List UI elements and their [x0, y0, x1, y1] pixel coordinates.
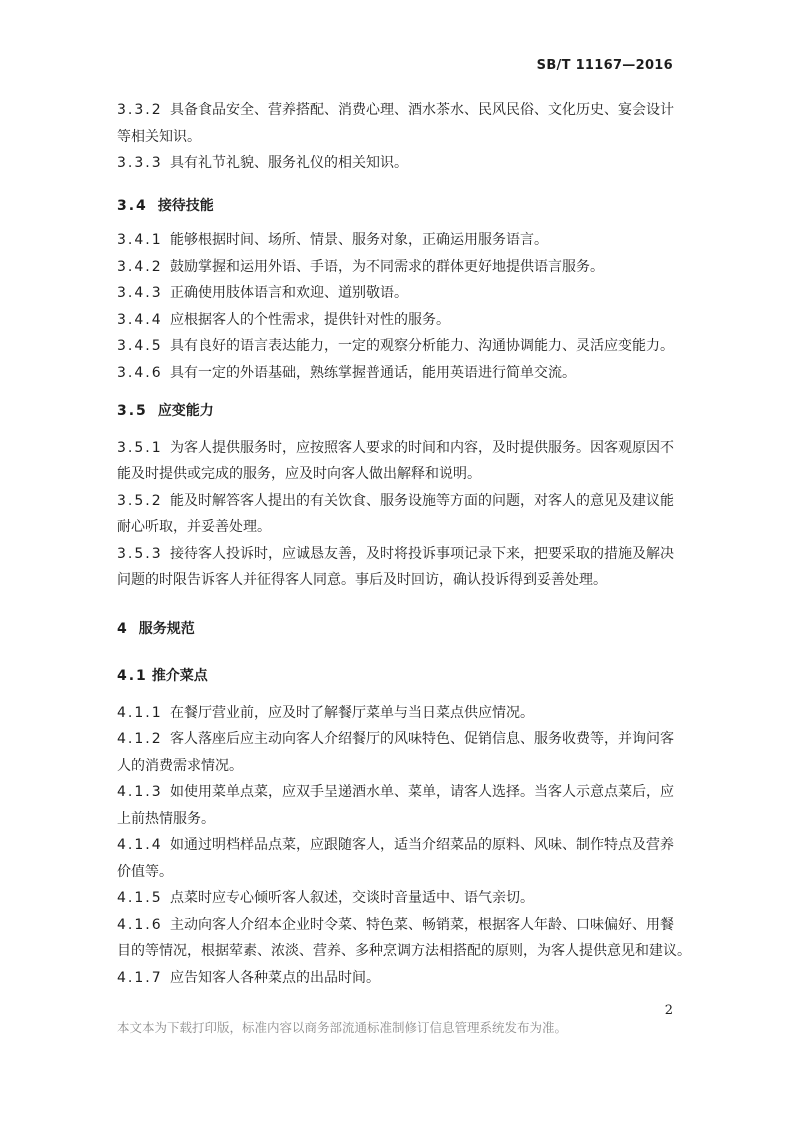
heading-number: 3.5 — [117, 402, 148, 419]
clause-3-4-6 — [117, 360, 687, 387]
clause-number: 3.4.2 — [117, 258, 163, 275]
clause-text: 接待客人投诉时，应诚恳友善，及时将投诉事项记录下来，把要采取的措施及解决 — [170, 545, 674, 562]
clause-text: 目的等情况，根据荤素、浓淡、营养、多种烹调方法相搭配的原则，为客人提供意见和建议。 — [117, 943, 691, 959]
heading-number: 3.4 — [117, 198, 148, 214]
clause-number: 4.1.4 — [117, 837, 163, 853]
clause-text: 能及时解答客人提出的有关饮食、服务设施等方面的问题，对客人的意见及建议能 — [170, 492, 674, 509]
heading-title: 服务规范 — [138, 620, 195, 637]
clause-text: 主动向客人介绍本企业时令菜、特色菜、畅销菜，根据客人年龄、口味偏好、用餐 — [170, 916, 674, 933]
clause-text: 客人落座后应主动向客人介绍餐厅的风味特色、促销信息、服务收费等，并询问客 — [170, 731, 674, 747]
heading-title: 接待技能 — [157, 198, 214, 214]
clause-4-1-5 — [117, 885, 687, 912]
clause-number: 3.3.2 — [117, 102, 163, 118]
section-heading-3-4 — [117, 193, 687, 220]
clause-3-5-2 — [117, 488, 687, 541]
clause-3-3-3 — [117, 150, 687, 177]
clause-number: 3.4.1 — [117, 232, 163, 248]
clause-3-4-3 — [117, 280, 687, 307]
clause-3-4-2 — [117, 254, 687, 281]
clause-number: 4.1.7 — [117, 969, 163, 986]
clause-number: 4.1.6 — [117, 916, 163, 933]
heading-title: 推介菜点 — [151, 667, 208, 684]
clause-4-1-2 — [117, 726, 687, 779]
clause-text: 具有礼节礼貌、服务礼仪的相关知识。 — [170, 155, 408, 171]
clause-3-4-1 — [117, 227, 687, 254]
clause-number: 3.4.5 — [117, 338, 163, 354]
clause-3-5-3 — [117, 541, 687, 594]
clause-number: 3.5.3 — [117, 545, 163, 562]
section-heading-4 — [117, 616, 687, 643]
clause-text: 人的消费需求情况。 — [117, 757, 243, 774]
clause-text: 能够根据时间、场所、情景、服务对象，正确运用服务语言。 — [170, 232, 548, 248]
standard-code-header: SB/T 11167—2016 — [536, 58, 673, 73]
clause-text: 应根据客人的个性需求，提供针对性的服务。 — [170, 311, 450, 328]
clause-text: 为客人提供服务时，应按照客人要求的时间和内容，及时提供服务。因客观原因不 — [170, 439, 674, 456]
clause-text: 具有良好的语言表达能力，一定的观察分析能力、沟通协调能力、灵活应变能力。 — [170, 338, 674, 354]
clause-number: 3.4.3 — [117, 285, 163, 301]
clause-text: 点菜时应专心倾听客人叙述，交谈时音量适中、语气亲切。 — [170, 890, 534, 906]
clause-number: 3.3.3 — [117, 155, 163, 171]
clause-text: 价值等。 — [117, 863, 173, 880]
clause-text: 具备食品安全、营养搭配、消费心理、酒水茶水、民风民俗、文化历史、宴会设计 — [170, 102, 674, 118]
clause-text: 能及时提供或完成的服务，应及时向客人做出解释和说明。 — [117, 466, 481, 482]
heading-title: 应变能力 — [157, 402, 214, 419]
page-number: 2 — [664, 1003, 673, 1018]
clause-number: 3.5.2 — [117, 492, 163, 509]
clause-text: 鼓励掌握和运用外语、手语，为不同需求的群体更好地提供语言服务。 — [170, 258, 604, 275]
clause-text: 等相关知识。 — [117, 128, 201, 145]
clause-number: 4.1.1 — [117, 704, 163, 721]
section-heading-3-5 — [117, 398, 687, 425]
clause-text: 问题的时限告诉客人并征得客人同意。事后及时回访，确认投诉得到妥善处理。 — [117, 572, 607, 588]
clause-number: 4.1.2 — [117, 731, 163, 747]
clause-text: 上前热情服务。 — [117, 810, 215, 827]
clause-3-3-2 — [117, 97, 687, 150]
clause-number: 3.4.4 — [117, 311, 163, 328]
clause-4-1-4 — [117, 832, 687, 885]
clause-text: 如通过明档样品点菜，应跟随客人，适当介绍菜品的原料、风味、制作特点及营养 — [170, 837, 674, 853]
clause-text: 如使用菜单点菜，应双手呈递酒水单、菜单，请客人选择。当客人示意点菜后，应 — [170, 784, 674, 800]
clause-4-1-1 — [117, 700, 687, 727]
clause-number: 3.5.1 — [117, 439, 163, 456]
clause-3-4-4 — [117, 307, 687, 334]
clause-text: 应告知客人各种菜点的出品时间。 — [170, 969, 380, 986]
clause-4-1-7 — [117, 965, 687, 992]
section-heading-4-1 — [117, 663, 687, 690]
document-body — [117, 97, 691, 991]
clause-4-1-3 — [117, 779, 687, 832]
clause-text: 在餐厅营业前，应及时了解餐厅菜单与当日菜点供应情况。 — [170, 704, 534, 721]
heading-number: 4.1 — [117, 667, 148, 684]
footer-note: 本文本为下载打印版，标准内容以商务部流通标准制修订信息管理系统发布为准。 — [117, 1020, 568, 1035]
clause-text: 耐心听取，并妥善处理。 — [117, 519, 271, 535]
heading-number: 4 — [117, 620, 129, 637]
clause-number: 4.1.5 — [117, 890, 163, 906]
clause-text: 具有一定的外语基础，熟练掌握普通话，能用英语进行简单交流。 — [170, 364, 576, 381]
clause-3-5-1 — [117, 435, 687, 488]
clause-number: 4.1.3 — [117, 784, 163, 800]
clause-3-4-5 — [117, 333, 687, 360]
clause-4-1-6 — [117, 912, 691, 965]
clause-text: 正确使用肢体语言和欢迎、道别敬语。 — [170, 285, 408, 301]
clause-number: 3.4.6 — [117, 364, 163, 381]
